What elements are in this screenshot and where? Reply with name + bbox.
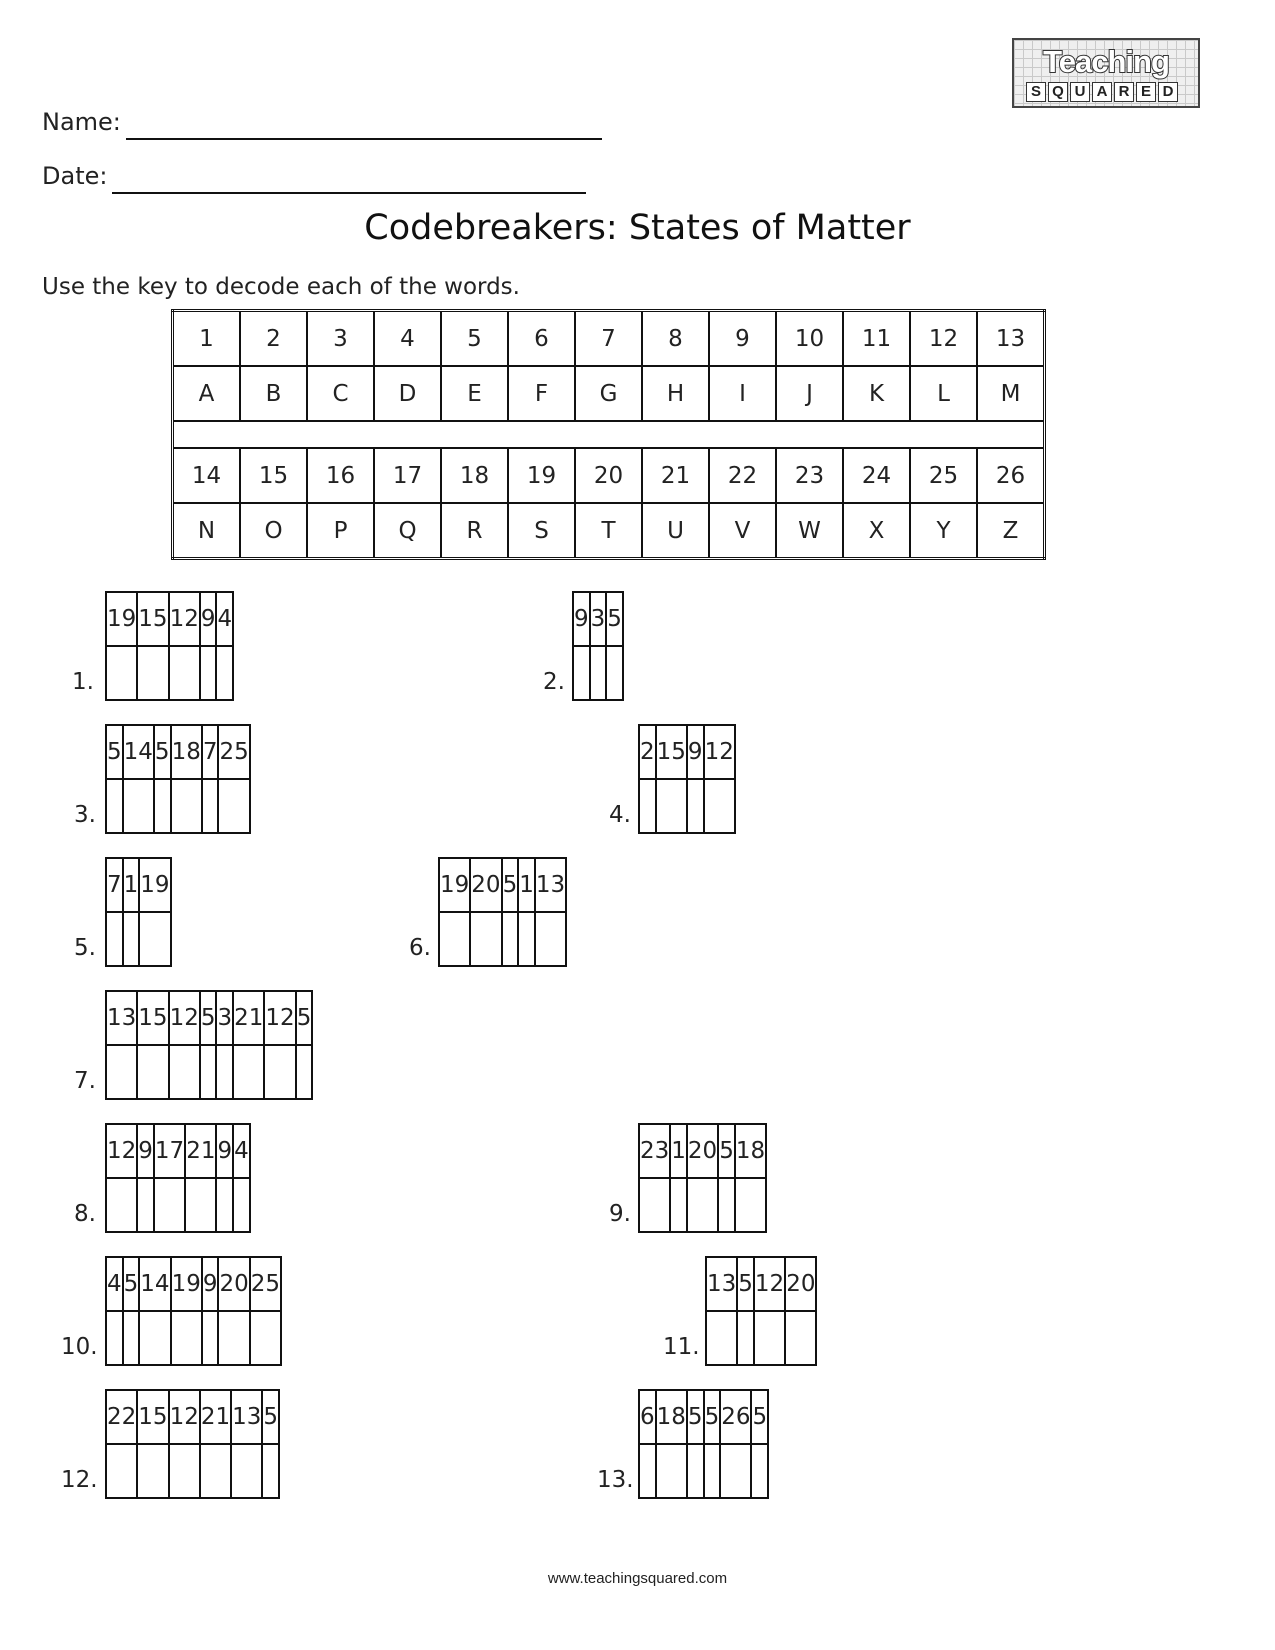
key-number: 24 [843,448,910,503]
code-row [106,1124,250,1178]
code-row [639,725,735,779]
code-cell: 19 [171,1257,202,1311]
code-cell: 22 [106,1390,137,1444]
answer-box[interactable] [751,1444,768,1498]
code-cell: 20 [218,1257,249,1311]
key-letters-row-1 [173,366,1045,421]
key-number: 8 [642,311,709,367]
code-cell: 25 [250,1257,281,1311]
key-number: 6 [508,311,575,367]
answer-box[interactable] [250,1311,281,1365]
answer-box[interactable] [754,1311,785,1365]
code-cell: 9 [687,725,704,779]
code-cell: 21 [200,1390,231,1444]
answer-box[interactable] [735,1178,766,1232]
code-cell: 5 [751,1390,768,1444]
answer-box[interactable] [470,912,501,966]
word-number-label: 11. [663,1334,700,1360]
code-row [639,1124,766,1178]
word-number-label: 6. [409,935,431,961]
answer-box[interactable] [106,646,137,700]
answer-box[interactable] [704,1444,721,1498]
code-cell: 3 [590,592,607,646]
answer-box[interactable] [502,912,519,966]
code-cell: 13 [535,858,566,912]
code-cell: 23 [639,1124,670,1178]
key-numbers-row-1 [173,311,1045,367]
code-cell: 1 [670,1124,687,1178]
code-cell: 25 [218,725,249,779]
key-number: 22 [709,448,776,503]
logo-letter: A [1092,82,1112,102]
word-number-label: 12. [61,1467,98,1493]
word-number-label: 1. [72,669,94,695]
answer-box[interactable] [200,646,217,700]
logo-letter: S [1026,82,1046,102]
answer-box[interactable] [785,1311,816,1365]
word-code-grid [572,591,624,701]
answer-row [639,1444,768,1498]
key-number: 3 [307,311,374,367]
code-cell: 19 [439,858,470,912]
code-cell: 20 [687,1124,718,1178]
code-cell: 5 [123,1257,140,1311]
code-row [106,1257,281,1311]
key-letter: Y [910,503,977,559]
answer-row [573,646,623,700]
answer-box[interactable] [233,1045,264,1099]
answer-box[interactable] [123,1311,140,1365]
code-cell: 13 [706,1257,737,1311]
date-label: Date: [42,162,108,190]
answer-box[interactable] [218,779,249,833]
key-letter: G [575,366,642,421]
key-letter: L [910,366,977,421]
key-number: 9 [709,311,776,367]
code-cell: 5 [687,1390,704,1444]
answer-box[interactable] [137,646,168,700]
code-cell: 12 [264,991,295,1045]
key-letter: M [977,366,1045,421]
key-letter: Q [374,503,441,559]
code-cell: 1 [123,858,140,912]
code-cell: 5 [606,592,623,646]
key-number: 18 [441,448,508,503]
word-number-label: 13. [597,1467,634,1493]
key-number: 11 [843,311,910,367]
key-letter: C [307,366,374,421]
answer-box[interactable] [216,1045,233,1099]
code-cell: 18 [735,1124,766,1178]
key-number: 5 [441,311,508,367]
key-letter: U [642,503,709,559]
word-code-grid [105,1256,282,1366]
code-cell: 12 [704,725,735,779]
answer-box[interactable] [231,1444,262,1498]
key-number: 14 [173,448,241,503]
code-cell: 2 [639,725,656,779]
key-letter: T [575,503,642,559]
code-cell: 12 [106,1124,137,1178]
code-cell: 4 [233,1124,250,1178]
code-row [439,858,566,912]
key-number: 21 [642,448,709,503]
answer-box[interactable] [687,1444,704,1498]
answer-box[interactable] [154,1178,185,1232]
key-letter: O [240,503,307,559]
code-cell: 26 [720,1390,751,1444]
answer-box[interactable] [718,1178,735,1232]
answer-box[interactable] [123,912,140,966]
answer-box[interactable] [704,779,735,833]
answer-box[interactable] [137,1444,168,1498]
date-line[interactable] [112,192,586,194]
word-code-grid [105,724,251,834]
answer-box[interactable] [590,646,607,700]
key-letter: A [173,366,241,421]
key-letter: N [173,503,241,559]
code-cell: 14 [123,725,154,779]
word-code-grid [105,1389,280,1499]
code-row [639,1390,768,1444]
word-code-grid [105,990,313,1100]
code-row [106,1390,279,1444]
code-cell: 5 [737,1257,754,1311]
logo-letter: E [1136,82,1156,102]
answer-box[interactable] [706,1311,737,1365]
answer-box[interactable] [202,1311,219,1365]
word-code-grid [638,724,736,834]
logo-top-text: Teaching [1043,44,1169,79]
answer-row [106,1045,312,1099]
answer-box[interactable] [106,1178,137,1232]
key-letter: V [709,503,776,559]
answer-box[interactable] [106,1444,137,1498]
answer-box[interactable] [264,1045,295,1099]
code-cell: 13 [231,1390,262,1444]
key-letter: W [776,503,843,559]
code-cell: 17 [154,1124,185,1178]
code-cell: 5 [154,725,171,779]
key-number: 15 [240,448,307,503]
answer-row [106,779,250,833]
answer-box[interactable] [202,779,219,833]
code-cell: 19 [139,858,170,912]
code-cell: 3 [216,991,233,1045]
answer-box[interactable] [656,1444,687,1498]
code-row [106,592,233,646]
key-number: 13 [977,311,1045,367]
answer-row [106,1311,281,1365]
code-cell: 20 [785,1257,816,1311]
key-number: 20 [575,448,642,503]
code-cell: 6 [639,1390,656,1444]
answer-box[interactable] [262,1444,279,1498]
answer-box[interactable] [737,1311,754,1365]
decoder-key-table [171,309,1046,560]
key-number: 19 [508,448,575,503]
key-letter: B [240,366,307,421]
answer-box[interactable] [171,1311,202,1365]
code-cell: 5 [718,1124,735,1178]
answer-row [439,912,566,966]
key-letter: I [709,366,776,421]
answer-row [706,1311,816,1365]
word-code-grid [438,857,567,967]
code-cell: 14 [139,1257,170,1311]
answer-box[interactable] [606,646,623,700]
answer-box[interactable] [106,912,123,966]
code-cell: 15 [137,1390,168,1444]
code-cell: 21 [233,991,264,1045]
name-field[interactable] [42,108,121,136]
key-letter: F [508,366,575,421]
answer-box[interactable] [171,779,202,833]
key-letter: E [441,366,508,421]
word-code-grid [638,1123,767,1233]
key-letter: H [642,366,709,421]
key-letters-row-2 [173,503,1045,559]
word-code-grid [638,1389,769,1499]
answer-box[interactable] [720,1444,751,1498]
code-cell: 9 [202,1257,219,1311]
code-cell: 18 [171,725,202,779]
code-cell: 9 [573,592,590,646]
key-number: 10 [776,311,843,367]
answer-box[interactable] [123,779,154,833]
key-letter: D [374,366,441,421]
key-letter: K [843,366,910,421]
word-number-label: 7. [74,1068,96,1094]
answer-box[interactable] [216,1178,233,1232]
word-number-label: 10. [61,1334,98,1360]
logo-letter: U [1070,82,1090,102]
answer-box[interactable] [233,1178,250,1232]
code-cell: 15 [656,725,687,779]
answer-row [639,1178,766,1232]
answer-box[interactable] [535,912,566,966]
answer-box[interactable] [687,779,704,833]
answer-row [106,912,171,966]
code-row [573,592,623,646]
code-cell: 9 [216,1124,233,1178]
answer-box[interactable] [139,1311,170,1365]
key-letter: Z [977,503,1045,559]
code-cell: 12 [169,592,200,646]
answer-box[interactable] [639,779,656,833]
answer-box[interactable] [687,1178,718,1232]
code-cell: 21 [185,1124,216,1178]
page-title: Codebreakers: States of Matter [364,208,911,248]
code-cell: 13 [106,991,137,1045]
key-number: 4 [374,311,441,367]
code-cell: 5 [704,1390,721,1444]
key-number: 17 [374,448,441,503]
word-code-grid [105,857,172,967]
key-numbers-row-2 [173,448,1045,503]
code-row [106,725,250,779]
answer-box[interactable] [573,646,590,700]
answer-box[interactable] [656,779,687,833]
logo-letter: D [1158,82,1178,102]
name-line[interactable] [126,138,602,140]
key-number: 2 [240,311,307,367]
code-cell: 12 [169,1390,200,1444]
answer-box[interactable] [639,1178,670,1232]
answer-box[interactable] [296,1045,313,1099]
code-cell: 7 [202,725,219,779]
answer-row [639,779,735,833]
answer-box[interactable] [200,1444,231,1498]
instructions: Use the key to decode each of the words. [42,274,520,300]
answer-box[interactable] [200,1045,217,1099]
code-cell: 12 [169,991,200,1045]
key-number: 26 [977,448,1045,503]
key-spacer-row [173,421,1045,448]
answer-box[interactable] [185,1178,216,1232]
code-cell: 19 [106,592,137,646]
code-cell: 9 [200,592,217,646]
answer-row [106,1178,250,1232]
code-cell: 5 [296,991,313,1045]
code-cell: 5 [262,1390,279,1444]
answer-box[interactable] [106,779,123,833]
code-cell: 4 [216,592,233,646]
answer-box[interactable] [218,1311,249,1365]
answer-row [106,646,233,700]
logo-letter: R [1114,82,1134,102]
answer-row [106,1444,279,1498]
name-label: Name: [42,108,121,136]
key-letter: P [307,503,374,559]
code-cell: 9 [137,1124,154,1178]
answer-box[interactable] [169,1444,200,1498]
key-spacer [173,421,1045,448]
code-row [706,1257,816,1311]
key-letter: S [508,503,575,559]
word-code-grid [705,1256,817,1366]
word-number-label: 3. [74,802,96,828]
word-code-grid [105,1123,251,1233]
answer-box[interactable] [169,646,200,700]
key-number: 23 [776,448,843,503]
answer-box[interactable] [137,1178,154,1232]
date-field[interactable] [42,162,107,190]
code-cell: 5 [200,991,217,1045]
code-row [106,858,171,912]
code-cell: 1 [518,858,535,912]
answer-box[interactable] [106,1045,137,1099]
word-number-label: 9. [609,1201,631,1227]
key-letter: X [843,503,910,559]
code-cell: 5 [502,858,519,912]
key-number: 25 [910,448,977,503]
answer-box[interactable] [106,1311,123,1365]
key-number: 16 [307,448,374,503]
key-number: 12 [910,311,977,367]
answer-box[interactable] [139,912,170,966]
answer-box[interactable] [639,1444,656,1498]
word-number-label: 5. [74,935,96,961]
code-cell: 12 [754,1257,785,1311]
code-cell: 15 [137,592,168,646]
word-number-label: 4. [609,802,631,828]
answer-box[interactable] [169,1045,200,1099]
code-cell: 4 [106,1257,123,1311]
word-code-grid [105,591,234,701]
answer-box[interactable] [154,779,171,833]
key-letter: R [441,503,508,559]
answer-box[interactable] [670,1178,687,1232]
code-row [106,991,312,1045]
teaching-squared-logo [1012,38,1200,108]
code-cell: 7 [106,858,123,912]
logo-letter: Q [1048,82,1068,102]
footer-url: www.teachingsquared.com [547,1570,728,1587]
answer-box[interactable] [439,912,470,966]
answer-box[interactable] [518,912,535,966]
code-cell: 15 [137,991,168,1045]
answer-box[interactable] [216,646,233,700]
word-number-label: 8. [74,1201,96,1227]
key-letter: J [776,366,843,421]
code-cell: 5 [106,725,123,779]
answer-box[interactable] [137,1045,168,1099]
key-number: 1 [173,311,241,367]
logo-bottom-letters [1026,82,1178,102]
code-cell: 20 [470,858,501,912]
key-number: 7 [575,311,642,367]
word-number-label: 2. [543,669,565,695]
code-cell: 18 [656,1390,687,1444]
